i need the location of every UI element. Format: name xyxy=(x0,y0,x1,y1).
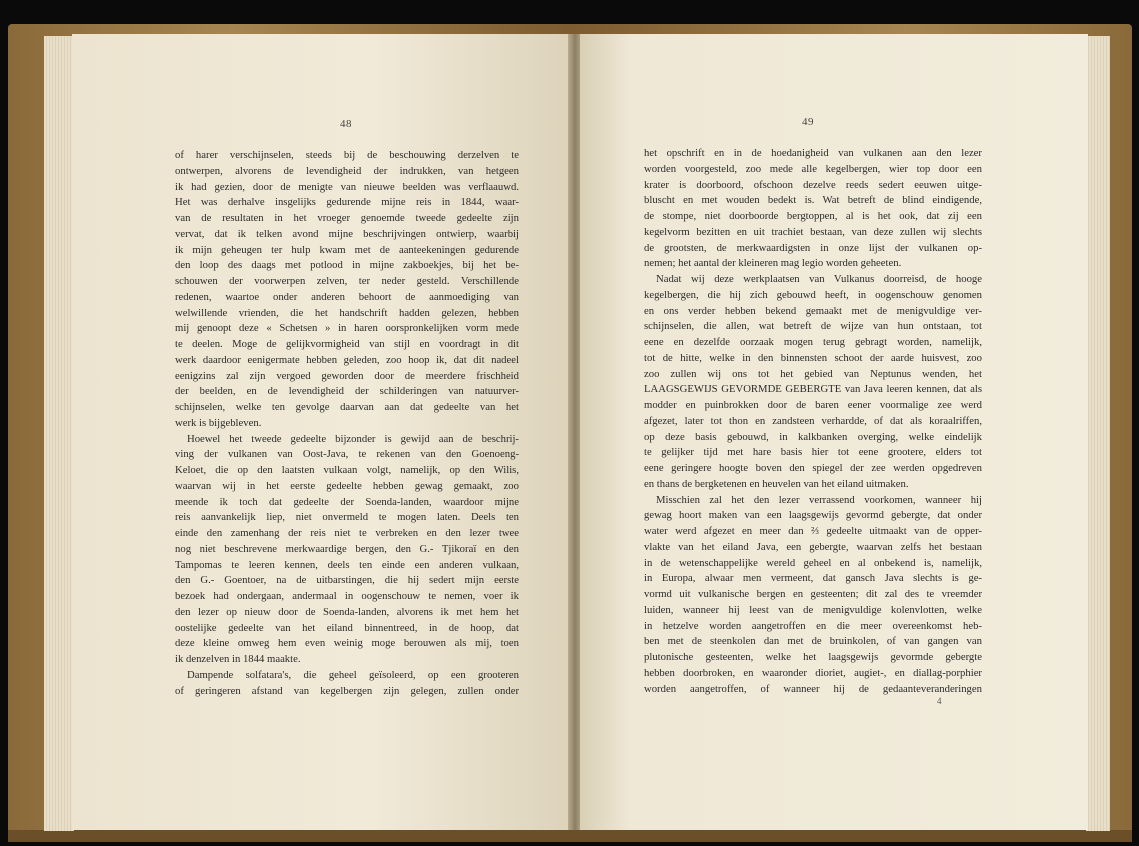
right-page-number: 49 xyxy=(802,116,814,128)
text-line: bezoek had ondergaan, andermaal in oogenschouw te nemen, voer ik xyxy=(175,590,519,602)
left-page xyxy=(72,34,570,830)
text-line: eene geringere hoogte boven den spiegel der zee werden opgedreven xyxy=(644,462,982,474)
text-line: worden voorgesteld, zoo mede alle kegelbergen, wier top door een xyxy=(644,162,982,175)
signature-mark: 4 xyxy=(937,696,942,706)
text-line: in Europa, alwaar men vermeent, dat gansch Java slechts is ge- xyxy=(644,572,982,585)
text-line: ik denzelven in 1844 maakte. xyxy=(175,653,301,665)
text-line: nog niet beschrevene merkwaardige bergen, den G.- Tjikoraï en den xyxy=(175,542,519,555)
text-line: en thans de bergketenen en heuvelen van het eiland uitmaken. xyxy=(644,477,909,490)
text-line: worden aangetroffen, of wanneer hij de gedaanteveranderingen xyxy=(644,682,982,695)
text-line: eene en dezelfde oorzaak mogen terug gebragt worden, namelijk, xyxy=(644,336,982,348)
text-line: ving der vulkanen van Oost-Java, te rekenen van den Goenoeng- xyxy=(175,448,519,461)
text-line: het opschrift en in de hoedanigheid van vulkanen aan den lezer xyxy=(644,147,982,159)
book-cover-edge xyxy=(8,830,1132,842)
text-line: ben met de steenkolen dan met de bruinkolen, of van gangen van xyxy=(644,635,982,648)
text-line: Het was derhalve insgelijks gedurende mijne reis in 1844, waar- xyxy=(175,196,519,209)
right-page-stack xyxy=(1086,36,1110,831)
text-line: zoo zullen wij ons tot het gebied van Neptunus wenden, het xyxy=(644,367,982,380)
text-line: werk is bijgebleven. xyxy=(175,416,262,429)
text-line: kegelbergen, die hij zich gebouwd heeft, in oogenschouw genomen xyxy=(644,288,982,301)
text-line: modder en puinbrokken door de baren eener voormalige zee werd xyxy=(644,399,982,411)
text-line: einde den zamenhang der reis niet te verbreken en den lezer twee xyxy=(175,527,519,539)
text-line: kegelvorm bezitten en uit trachiet bestaan, van deze zullen wij slechts xyxy=(644,225,982,238)
text-line: LAAGSGEWIJS GEVORMDE GEBERGTE van Java leeren kennen, dat als xyxy=(644,383,982,396)
text-line: te gelijker tijd met hare basis hier tot eene grootere, elders tot xyxy=(644,446,982,459)
text-line: welwillende vrienden, die het handschrift hadden gelezen, hebben xyxy=(175,306,519,319)
text-line: vervat, dat ik telken avond mijne beschrijvingen ontwierp, waarbij xyxy=(175,227,519,240)
right-page-text xyxy=(644,146,982,697)
text-line: en ons verder hebben bekend gemaakt met de menigvuldige ver- xyxy=(644,304,982,317)
text-line: Nadat wij deze werkplaatsen van Vulkanus doorreisd, de hooge xyxy=(656,273,982,285)
text-line: vormd uit vulkanische bergen en gesteenten; dit zal des te vreemder xyxy=(644,588,982,600)
text-line: der beelden, en de levendigheid der schilderingen van natuurver- xyxy=(175,385,519,398)
text-line: deze kleine omweg hem even weinig moge berouwen als mij, toen xyxy=(175,637,519,650)
text-line: Hoewel het tweede gedeelte bijzonder is gewijd aan de beschrij- xyxy=(187,432,519,445)
text-line: den lezer op nieuw door de Soenda-landen, alvorens ik met hem het xyxy=(175,605,519,618)
text-line: oostelijke gedeelte van het eiland binnentreed, in de hoop, dat xyxy=(175,621,519,634)
text-line: reis aanvankelijk liep, niet onvermeld te mogen laten. Deels ten xyxy=(175,511,519,524)
left-page-text xyxy=(175,148,519,699)
text-line: werk daardoor eenigermate hebben geleden, zoo hoop ik, dat dit nadeel xyxy=(175,353,519,366)
text-line: de grootsten, de merkwaardigsten in onze lijst der vulkanen op- xyxy=(644,241,982,254)
text-line: mij genoopt deze « Schetsen » in haren oorspronkelijken vorm mede xyxy=(175,322,519,335)
text-line: den G.- Goentoer, na de uitbarstingen, die hij sedert mijn eerste xyxy=(175,574,519,587)
text-line: eenigzins zal zijn vergoed geworden door de meerdere frischheid xyxy=(175,369,519,382)
text-line: van de resultaten in het vroeger genoemde tweede gedeelte zijn xyxy=(175,212,519,224)
text-line: in de wetenschappelijke wereld geheel en al onbekend is, namelijk, xyxy=(644,556,982,569)
text-line: hebben doorbroken, en waaronder dioriet, augiet-, en diallag-porphier xyxy=(644,666,982,679)
text-line: vlakte van het eiland Java, een gebergte, waarvan zelfs het bestaan xyxy=(644,540,982,553)
text-line: meende ik toch dat gedeelte der Soenda-landen, waardoor mijne xyxy=(175,495,519,508)
left-page-stack xyxy=(44,36,74,831)
text-line: afgezet, later tot thon en zandsteen verhardde, of dat als koraalriffen, xyxy=(644,414,982,427)
text-line: schouwen der voorwerpen zelven, ter neder gesteld. Verschillende xyxy=(175,275,519,287)
text-line: op deze basis gebouwd, in kalkbanken overging, welke eindelijk xyxy=(644,430,982,443)
text-line: de stompe, niet doorboorde bergtoppen, al is het ook, dat zij een xyxy=(644,210,982,222)
text-line: Tampomas te leeren kennen, deels ten einde een anderen vulkaan, xyxy=(175,558,519,571)
text-line: Misschien zal het den lezer verrassend voorkomen, wanneer hij xyxy=(656,493,982,506)
text-line: Keloet, die op den laatsten vulkaan volgt, namelijk, op den Wilis, xyxy=(175,464,519,476)
text-line: ontwerpen, alvorens de levendigheid der indrukken, van hetgeen xyxy=(175,164,519,177)
text-line: bluscht en met wouden bedekt is. Wat betreft de blind eindigende, xyxy=(644,194,982,207)
text-line: gewag hoort maken van een laagsgewijs gevormd gebergte, dat onder xyxy=(644,509,982,522)
text-line: waarvan wij in het eerste gedeelte hebben gewag gemaakt, zoo xyxy=(175,479,519,492)
text-line: te deelen. Moge de gelijkvormigheid van stijl en voordragt in dit xyxy=(175,338,519,350)
text-line: of harer verschijnselen, steeds bij de beschouwing derzelven te xyxy=(175,149,519,161)
text-line: Dampende solfatara's, die geheel geïsoleerd, op een grooteren xyxy=(187,668,519,681)
right-page xyxy=(580,34,1088,830)
text-line: den loop des daags met potlood in mijne zakboekjes, bij het be- xyxy=(175,259,519,272)
text-line: water werd afgezet en meer dan ⅔ gedeelte uitmaakt van de opper- xyxy=(644,525,982,537)
text-line: luiden, wanneer hij leest van de menigvuldige kolenvlotten, welke xyxy=(644,603,982,616)
text-line: ik mijn geheugen ter hulp kwam met de aanteekeningen gedurende xyxy=(175,243,519,256)
text-line: in hetzelve worden aangetroffen en die meer overeenkomst heb- xyxy=(644,619,982,632)
text-line: plutonische gesteenten, welke het laagsgewijs gevormde gebergte xyxy=(644,651,982,663)
text-line: ik had gezien, door de menigte van nieuwe beelden was verflaauwd. xyxy=(175,180,519,193)
text-line: krater is doorboord, ofschoon dezelve reeds sedert eeuwen uitge- xyxy=(644,178,982,191)
text-line: redenen, waartoe onder anderen behoort de aanmoediging van xyxy=(175,290,519,303)
text-line: schijnselen, die allen, wat betreft de wijze van hun ontstaan, tot xyxy=(644,320,982,333)
text-line: schijnselen, welke ten gevolge daarvan aan dat gedeelte van het xyxy=(175,401,519,413)
text-line: nemen; het aantal der kleineren mag legio worden geheeten. xyxy=(644,257,902,270)
text-line: tot de hitte, welke in den binnensten schoot der aarde huisvest, zoo xyxy=(644,351,982,364)
text-line: of geringeren afstand van kegelbergen zijn gelegen, zullen onder xyxy=(175,684,519,697)
left-page-number: 48 xyxy=(340,118,352,130)
